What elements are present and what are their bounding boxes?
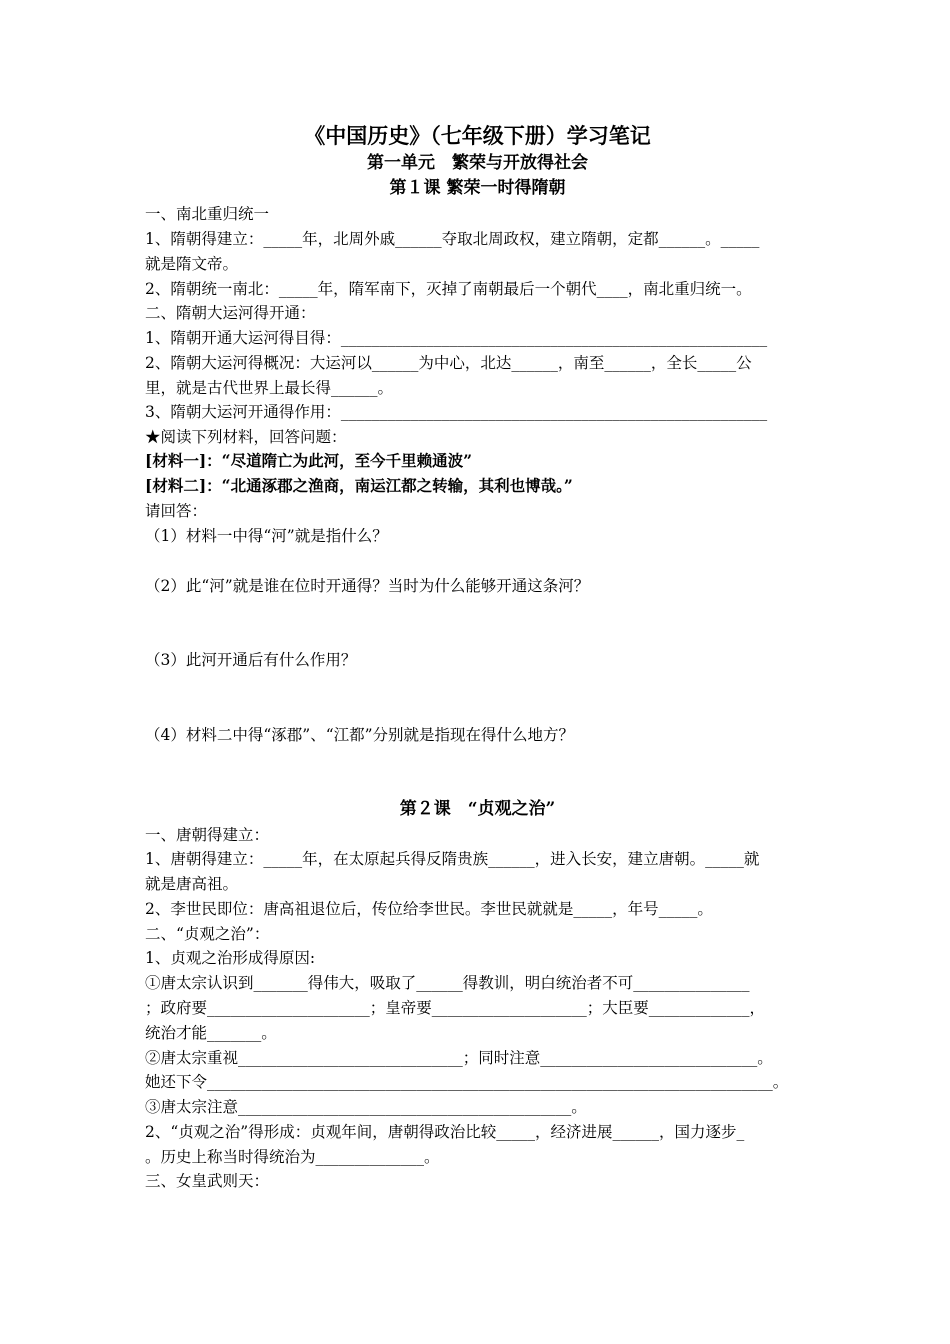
lesson1-title: 第１课 繁荣一时得隋朝 — [389, 178, 566, 198]
lesson1-section1-heading: 一、南北重归统一 — [145, 205, 270, 223]
lesson1-line-4: 1、隋朝开通大运河得目得：_______________________________________________________ — [145, 329, 768, 347]
lesson2-section3-heading: 三、女皇武则天： — [145, 1172, 270, 1190]
lesson2-section1-heading: 一、唐朝得建立： — [145, 826, 270, 844]
lesson1-line-6: 里，就是古代世界上最长得______。 — [145, 379, 394, 397]
question-4: （4）材料二中得“涿郡”、“江都”分别就是指现在得什么地方？ — [145, 726, 575, 744]
lesson2-line-6: ；政府要_____________________；皇帝要____________________；大臣要_____________， — [145, 999, 766, 1017]
lesson2-line-11: 2、“贞观之治”得形成：贞观年间，唐朝得政治比较_____，经济进展______，国力逐步_ — [145, 1123, 745, 1141]
lesson2-line-10: ③唐太宗注意___________________________________________。 — [145, 1098, 587, 1116]
material-2: [材料二]：“北通涿郡之渔商，南运江都之转输，其利也博哉。” — [145, 476, 573, 495]
lesson1-section2-heading: 二、隋朝大运河得开通： — [145, 304, 316, 322]
answer-prompt: 请回答： — [145, 502, 208, 520]
question-3: （3）此河开通后有什么作用？ — [145, 651, 357, 669]
lesson1-line-5: 2、隋朝大运河得概况：大运河以______为中心，北达______，南至______，全长_____公 — [145, 354, 752, 372]
lesson2-line-7: 统治才能_______。 — [145, 1024, 277, 1042]
lesson2-title: 第２课 “贞观之治” — [399, 799, 556, 819]
question-2: （2）此“河”就是谁在位时开通得？当时为什么能够开通这条河？ — [145, 577, 590, 595]
lesson2-line-4: 1、贞观之治形成得原因: — [145, 949, 316, 967]
reading-instruction: ★阅读下列材料，回答问题： — [145, 428, 347, 446]
lesson2-line-1: 1、唐朝得建立：_____年，在太原起兵得反隋贵族______，进入长安，建立唐朝。_____就 — [145, 850, 760, 868]
question-1: （1）材料一中得“河”就是指什么？ — [145, 527, 388, 545]
unit-title: 第一单元 繁荣与开放得社会 — [367, 153, 588, 173]
lesson1-line-3: 2、隋朝统一南北：_____年，隋军南下，灭掉了南朝最后一个朝代____，南北重归统一。 — [145, 280, 752, 298]
lesson2-section2-heading: 二、“贞观之治”： — [145, 925, 270, 943]
lesson2-line-8: ②唐太宗重视_____________________________；同时注意____________________________。 — [145, 1049, 773, 1067]
document-title: 《中国历史》（七年级下册）学习笔记 — [304, 123, 651, 148]
lesson2-line-12: 。历史上称当时得统治为______________。 — [145, 1148, 440, 1166]
lesson2-line-2: 就是唐高祖。 — [145, 875, 239, 893]
lesson1-line-2: 就是隋文帝。 — [145, 255, 239, 273]
lesson1-line-1: 1、隋朝得建立：_____年，北周外戚______夺取北周政权，建立隋朝，定都______。_____ — [145, 230, 760, 248]
material-1: [材料一]：“尽道隋亡为此河，至今千里赖通波” — [145, 451, 472, 470]
lesson1-line-7: 3、隋朝大运河开通得作用：_______________________________________________________ — [145, 403, 768, 421]
lesson2-line-5: ①唐太宗认识到_______得伟大，吸取了______得教训，明白统治者不可_______________ — [145, 974, 750, 992]
lesson2-line-3: 2、李世民即位：唐高祖退位后，传位给李世民。李世民就就是_____，年号_____。 — [145, 900, 713, 918]
lesson2-line-9: 她还下令_________________________________________________________________________。 — [145, 1073, 789, 1091]
